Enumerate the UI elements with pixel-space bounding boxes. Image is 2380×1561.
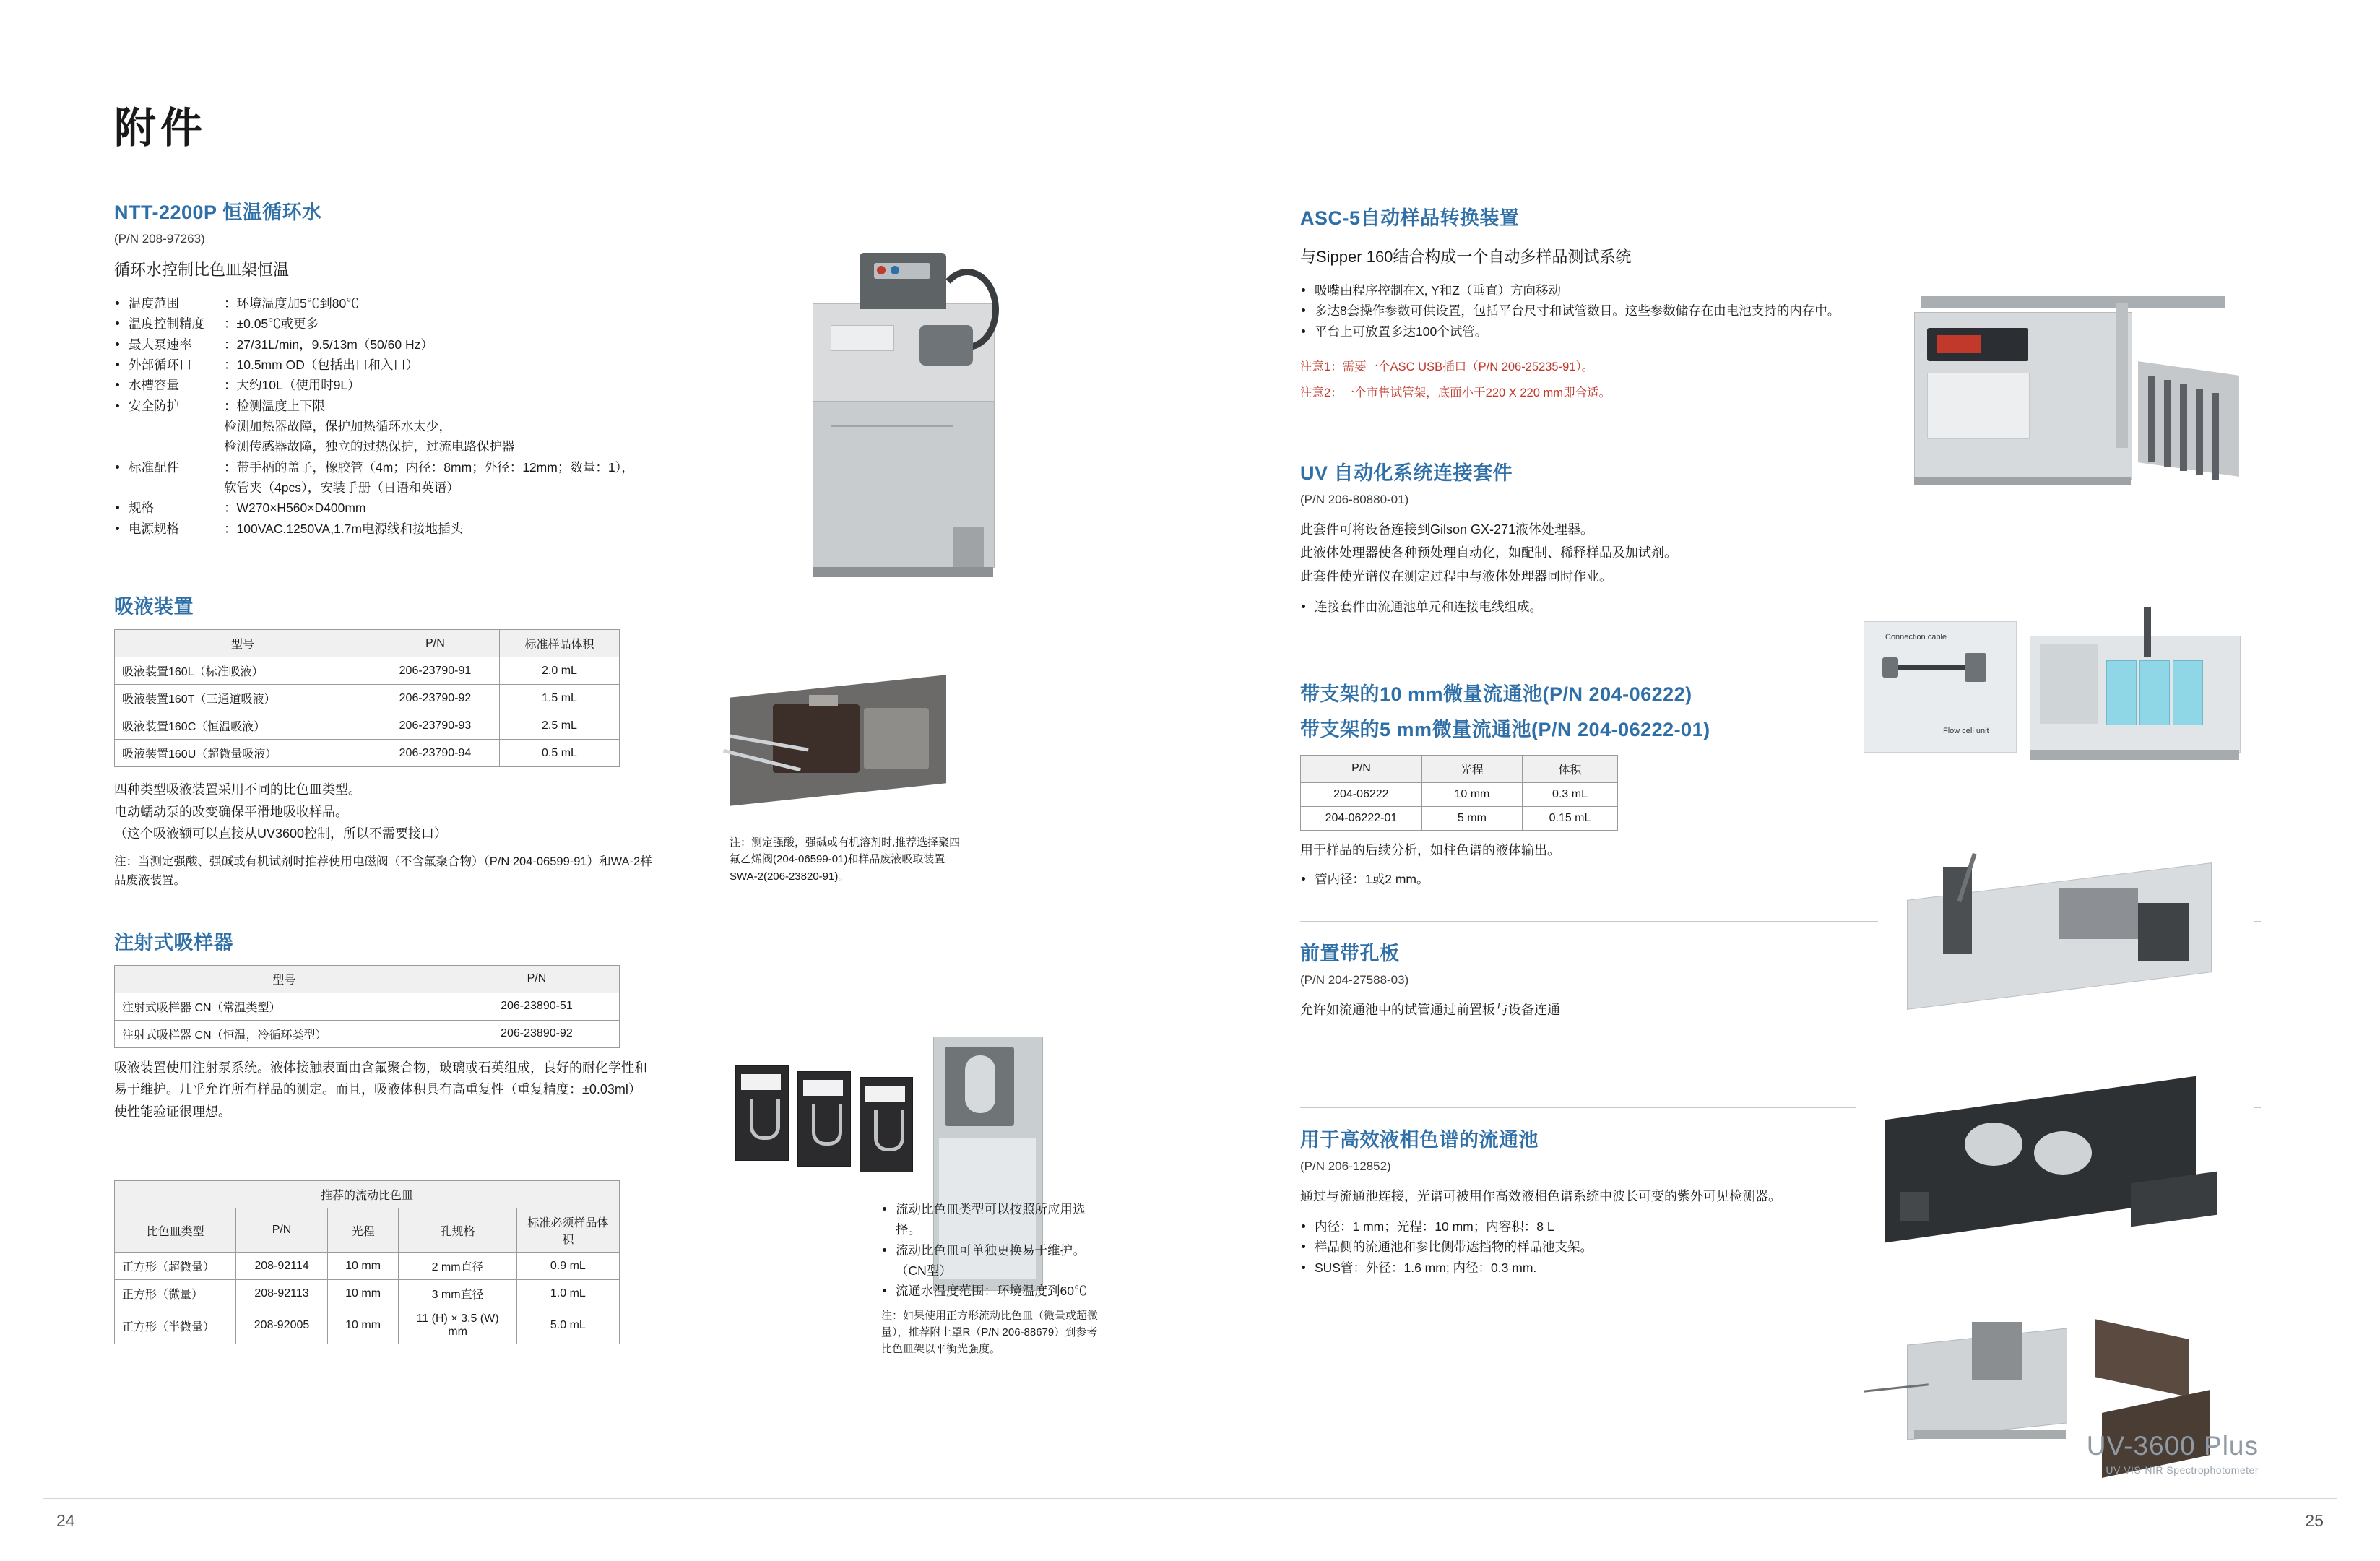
cell: 3 mm直径 xyxy=(399,1280,516,1307)
col-header: 光程 xyxy=(327,1208,399,1253)
spec-key: 温度控制精度 xyxy=(129,316,204,332)
cell: 10 mm xyxy=(327,1253,399,1280)
cell: 204-06222 xyxy=(1301,782,1422,806)
microflow-heading-2: 带支架的5 mm微量流通池(P/N 204-06222-01) xyxy=(1300,718,1710,740)
table-header-row xyxy=(115,965,620,993)
cell: 206-23790-92 xyxy=(371,685,499,712)
table-caption: 推荐的流动比色皿 xyxy=(115,1181,620,1208)
cell: 0.3 mL xyxy=(1523,782,1618,806)
syringe-heading: 注射式吸样器 xyxy=(114,931,233,954)
page-number-right: 25 xyxy=(2305,1511,2324,1530)
bullet: 连接套件由流通池单元和连接电线组成。 xyxy=(1300,597,1900,617)
cell: 2 mm直径 xyxy=(399,1253,516,1280)
col-header: 光程 xyxy=(1421,755,1522,782)
cell: 正方形（微量） xyxy=(115,1280,236,1307)
cell: 206-23790-94 xyxy=(371,740,499,767)
spec-item xyxy=(114,457,663,477)
frontplate-heading: 前置带孔板 xyxy=(1300,942,1400,964)
cell: 0.5 mL xyxy=(499,740,619,767)
microflow-para: 用于样品的后续分析，如柱色谱的液体输出。 xyxy=(1300,842,1560,857)
page-number-left: 24 xyxy=(56,1511,75,1530)
table-caption-row xyxy=(115,1181,620,1208)
spec-item xyxy=(114,314,663,334)
cell: 204-06222-01 xyxy=(1301,806,1422,830)
sipper-note: 注：当测定强酸、强碱或有机试剂时推荐使用电磁阀（不含氟聚合物）（P/N 204-06599-91）和WA-2样品废液装置。 xyxy=(114,855,652,888)
microflow-table xyxy=(1300,755,1618,831)
syringe-bullets xyxy=(881,1199,1098,1357)
spec-key: 温度范围 xyxy=(129,296,179,311)
table-row xyxy=(115,740,620,767)
asc-lead: 与Sipper 160结合构成一个自动多样品测试系统 xyxy=(1300,248,1632,266)
spec-item xyxy=(114,396,663,416)
col-header: 孔规格 xyxy=(399,1208,516,1253)
ntt-part-number: (P/N 208-97263) xyxy=(114,232,205,246)
table-row xyxy=(115,1307,620,1344)
hplc-part-number: (P/N 206-12852) xyxy=(1300,1159,1391,1174)
hplc-para: 通过与流通池连接，光谱可被用作高效液相色谱系统中波长可变的紫外可见检测器。 xyxy=(1300,1189,1781,1204)
spec-item xyxy=(114,334,663,355)
cell: 5 mm xyxy=(1421,806,1522,830)
cell: 208-92113 xyxy=(236,1280,327,1307)
spec-key: 外部循环口 xyxy=(129,358,192,373)
sipper-photo-note: 注：测定强酸，强碱或有机溶剂时,推荐选择聚四氟乙烯阀(204-06599-01)和样品废液吸取装置SWA-2(206-23820-91)。 xyxy=(730,836,961,883)
cell: 206-23890-92 xyxy=(454,1020,619,1047)
table-header-row xyxy=(115,1208,620,1253)
bullet: 流通水温度范围：环境温度到60℃ xyxy=(881,1281,1098,1301)
spec-value: ：大约10L（使用时9L） xyxy=(224,378,360,393)
table-header-row xyxy=(115,630,620,657)
ntt-heading: NTT-2200P 恒温循环水 xyxy=(114,202,322,223)
cell: 206-23790-91 xyxy=(371,657,499,685)
spec-key: 水槽容量 xyxy=(129,378,179,393)
spec-value: ：带手柄的盖子，橡胶管（4m；内径：8mm；外径：12mm；数量：1）， xyxy=(224,459,634,475)
table-row xyxy=(1301,806,1618,830)
cell: 吸液装置160L（标准吸液） xyxy=(115,657,371,685)
uvauto-flowcell-label: Flow cell unit xyxy=(1943,727,1989,735)
photo-sipper-unit xyxy=(722,672,953,823)
col-header: P/N xyxy=(454,965,619,993)
spec-value: ：检测温度上下限 xyxy=(224,398,325,413)
cell: 10 mm xyxy=(327,1307,399,1344)
col-header: P/N xyxy=(371,630,499,657)
spec-continuation: 检测加热器故障，保护加热循环水太少， xyxy=(224,419,451,434)
cell: 2.0 mL xyxy=(499,657,619,685)
sipper-para-2: 电动蠕动泵的改变确保平滑地吸收样品。 xyxy=(114,804,348,819)
bullet: 流动比色皿类型可以按照所应用选择。 xyxy=(881,1199,1098,1240)
sipper-heading: 吸液装置 xyxy=(114,596,194,618)
cell: 0.15 mL xyxy=(1523,806,1618,830)
spec-continuation: 软管夹（4pcs），安装手册（日语和英语） xyxy=(224,480,459,496)
col-header: 型号 xyxy=(115,965,454,993)
cell: 5.0 mL xyxy=(516,1307,619,1344)
hplc-heading: 用于高效液相色谱的流通池 xyxy=(1300,1129,1539,1151)
col-header: 比色皿类型 xyxy=(115,1208,236,1253)
bullet: 多达8套操作参数可供设置，包括平台尺寸和试管数目。这些参数储存在由电池支持的内存中。 xyxy=(1300,300,2037,321)
photo-uv-automation-kit xyxy=(1864,607,2254,795)
cell: 10 mm xyxy=(327,1280,399,1307)
col-header: 型号 xyxy=(115,630,371,657)
page-title: 附件 xyxy=(114,105,207,152)
spec-item xyxy=(114,355,663,375)
photo-ntt2200p-circulator xyxy=(787,238,1026,592)
spec-key: 标准配件 xyxy=(129,459,179,475)
recommended-flowcell-table xyxy=(114,1180,620,1344)
cell: 正方形（半微量） xyxy=(115,1307,236,1344)
spec-key: 规格 xyxy=(129,501,154,516)
col-header: P/N xyxy=(236,1208,327,1253)
cell: 1.0 mL xyxy=(516,1280,619,1307)
table-header-row xyxy=(1301,755,1618,782)
spec-key: 最大泵速率 xyxy=(129,337,192,352)
spec-key: 电源规格 xyxy=(129,521,179,536)
asc-note-1: 注意1：需要一个ASC USB插口（P/N 206-25235-91）。 xyxy=(1300,360,1594,374)
table-row xyxy=(115,712,620,740)
cell: 注射式吸样器 CN（常温类型） xyxy=(115,993,454,1020)
table-row xyxy=(115,1280,620,1307)
cell: 1.5 mL xyxy=(499,685,619,712)
uvauto-para-2: 此液体处理器使各种预处理自动化，如配制、稀释样品及加试剂。 xyxy=(1300,545,1677,561)
footer-brand xyxy=(2087,1431,2259,1476)
sipper-para-1: 四种类型吸液装置采用不同的比色皿类型。 xyxy=(114,782,361,797)
uvauto-para-3: 此套件使光谱仪在测定过程中与液体处理器同时作业。 xyxy=(1300,569,1612,584)
spec-item xyxy=(114,375,663,395)
table-row xyxy=(115,1253,620,1280)
bullet: 内径：1 mm；光程：10 mm；内容积：8 L xyxy=(1300,1216,1878,1237)
uvauto-heading: UV 自动化系统连接套件 xyxy=(1300,462,1513,484)
cell: 吸液装置160U（超微量吸液） xyxy=(115,740,371,767)
spec-value: ：W270×H560×D400mm xyxy=(224,501,366,516)
table-row xyxy=(115,1020,620,1047)
spec-value: ：±0.05℃或更多 xyxy=(224,316,319,332)
bullet: SUS管：外径：1.6 mm; 内径：0.3 mm. xyxy=(1300,1258,1878,1278)
microflow-heading-1: 带支架的10 mm微量流通池(P/N 204-06222) xyxy=(1300,683,1692,705)
cell: 注射式吸样器 CN（恒温，冷循环类型） xyxy=(115,1020,454,1047)
brand-name: UV-3600 Plus xyxy=(2086,1431,2259,1461)
ntt-lead: 循环水控制比色皿架恒温 xyxy=(114,261,290,279)
syringe-para: 吸液装置使用注射泵系统。液体接触表面由含氟聚合物，玻璃或石英组成，良好的耐化学性和易于维护。几乎允许所有样品的测定。而且，吸液体积具有高重复性（重复精度：±0.03ml）使性能验证很理想。 xyxy=(114,1060,647,1119)
bullet: 样品侧的流通池和参比侧带遮挡物的样品池支架。 xyxy=(1300,1237,1878,1257)
cell: 吸液装置160T（三通道吸液） xyxy=(115,685,371,712)
cell: 吸液装置160C（恒温吸液） xyxy=(115,712,371,740)
sipper-para-3: （这个吸液额可以直接从UV3600控制，所以不需要接口） xyxy=(114,826,448,842)
bullet: 管内径：1或2 mm。 xyxy=(1300,869,2261,889)
asc-heading: ASC-5自动样品转换装置 xyxy=(1300,207,1520,229)
cell: 正方形（超微量） xyxy=(115,1253,236,1280)
syringe-photo-note: 注：如果使用正方形流动比色皿（微量或超微量），推荐附上罩R（P/N 206-88679）到参考比色皿架以平衡光强度。 xyxy=(881,1309,1099,1356)
bullet: 吸嘴由程序控制在X, Y和Z（垂直）方向移动 xyxy=(1300,280,2037,300)
col-header: P/N xyxy=(1301,755,1422,782)
cell: 0.9 mL xyxy=(516,1253,619,1280)
uvauto-cable-label: Connection cable xyxy=(1885,633,1947,641)
spec-key: 安全防护 xyxy=(129,398,179,413)
spec-continuation: 检测传感器故障，独立的过热保护，过流电路保护器 xyxy=(224,439,515,454)
bullet: 平台上可放置多达100个试管。 xyxy=(1300,321,2037,342)
cell: 206-23790-93 xyxy=(371,712,499,740)
sipper-table xyxy=(114,629,620,767)
frontplate-para: 允许如流通池中的试管通过前置板与设备连通 xyxy=(1300,1002,1560,1017)
col-header: 标准必须样品体积 xyxy=(516,1208,619,1253)
frontplate-part-number: (P/N 204-27588-03) xyxy=(1300,972,1409,987)
footer-divider xyxy=(43,1498,2337,1499)
spec-item xyxy=(114,498,663,518)
cell: 11 (H) × 3.5 (W) mm xyxy=(399,1307,516,1344)
uvauto-part-number: (P/N 206-80880-01) xyxy=(1300,492,1409,506)
asc-note-2: 注意2：一个市售试管架，底面小于220 X 220 mm即合适。 xyxy=(1300,386,1611,400)
table-row xyxy=(115,657,620,685)
table-row xyxy=(115,685,620,712)
spec-value: ：100VAC.1250VA,1.7m电源线和接地插头 xyxy=(224,521,463,536)
cell: 208-92114 xyxy=(236,1253,327,1280)
bullet: 流动比色皿可单独更换易于维护。（CN型） xyxy=(881,1240,1098,1281)
photo-front-plate xyxy=(1856,1069,2254,1271)
cell: 2.5 mL xyxy=(499,712,619,740)
col-header: 体积 xyxy=(1523,755,1618,782)
cell: 206-23890-51 xyxy=(454,993,619,1020)
cell: 208-92005 xyxy=(236,1307,327,1344)
spec-value: ：10.5mm OD（包括出口和入口） xyxy=(224,358,419,373)
brand-subtitle: UV-VIS-NIR Spectrophotometer xyxy=(2106,1464,2259,1476)
spec-item xyxy=(114,519,663,539)
photo-micro-flowcell-holder xyxy=(1878,838,2254,1033)
spec-value: ：27/31L/min，9.5/13m（50/60 Hz） xyxy=(224,337,433,352)
spec-value: ：环境温度加5℃到80℃ xyxy=(224,296,359,311)
col-header: 标准样品体积 xyxy=(499,630,619,657)
photo-asc5-sample-changer xyxy=(1900,282,2246,527)
cell: 10 mm xyxy=(1421,782,1522,806)
table-row xyxy=(1301,782,1618,806)
spec-item xyxy=(114,293,663,314)
uvauto-para-1: 此套件可将设备连接到Gilson GX-271液体处理器。 xyxy=(1300,522,1594,537)
table-row xyxy=(115,993,620,1020)
syringe-table xyxy=(114,965,620,1048)
